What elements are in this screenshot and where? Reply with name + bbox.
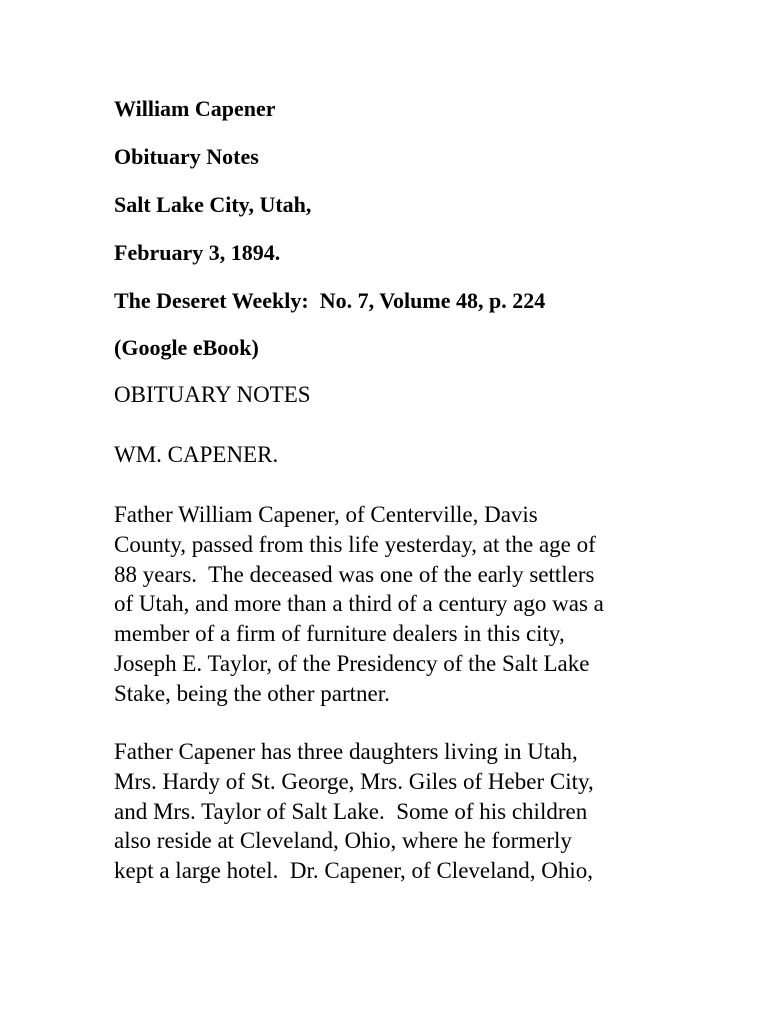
document-place: Salt Lake City, Utah, bbox=[114, 192, 312, 217]
paragraph-line: Joseph E. Taylor, of the Presidency of the Salt Lake bbox=[114, 650, 590, 676]
article-heading: OBITUARY NOTES bbox=[114, 382, 311, 407]
document-section: Obituary Notes bbox=[114, 144, 259, 169]
document-source: (Google eBook) bbox=[114, 335, 259, 360]
article-paragraph-2 bbox=[114, 737, 674, 886]
paragraph-line: of Utah, and more than a third of a century ago was a bbox=[114, 591, 604, 617]
paragraph-line: Father William Capener, of Centerville, Davis bbox=[114, 502, 538, 527]
article-subheading: WM. CAPENER. bbox=[114, 442, 279, 467]
paragraph-line: 88 years. The deceased was one of the early settlers bbox=[114, 561, 595, 587]
paragraph-line: Stake, being the other partner. bbox=[114, 680, 390, 706]
document-date: February 3, 1894. bbox=[114, 240, 281, 265]
paragraph-line: member of a firm of furniture dealers in this city, bbox=[114, 621, 565, 647]
document-citation: The Deseret Weekly: No. 7, Volume 48, p. 224 bbox=[114, 288, 546, 313]
paragraph-line: also reside at Cleveland, Ohio, where he formerly bbox=[114, 828, 572, 854]
paragraph-line: Mrs. Hardy of St. George, Mrs. Giles of Heber City, bbox=[114, 768, 594, 794]
paragraph-line: Father Capener has three daughters living in Utah, bbox=[114, 739, 578, 764]
paragraph-line: County, passed from this life yesterday, at the age of bbox=[114, 531, 596, 557]
document-title: William Capener bbox=[114, 96, 276, 121]
paragraph-line: and Mrs. Taylor of Salt Lake. Some of his children bbox=[114, 798, 588, 824]
article-paragraph-1 bbox=[114, 500, 674, 709]
paragraph-line: kept a large hotel. Dr. Capener, of Cleveland, Ohio, bbox=[114, 858, 593, 884]
